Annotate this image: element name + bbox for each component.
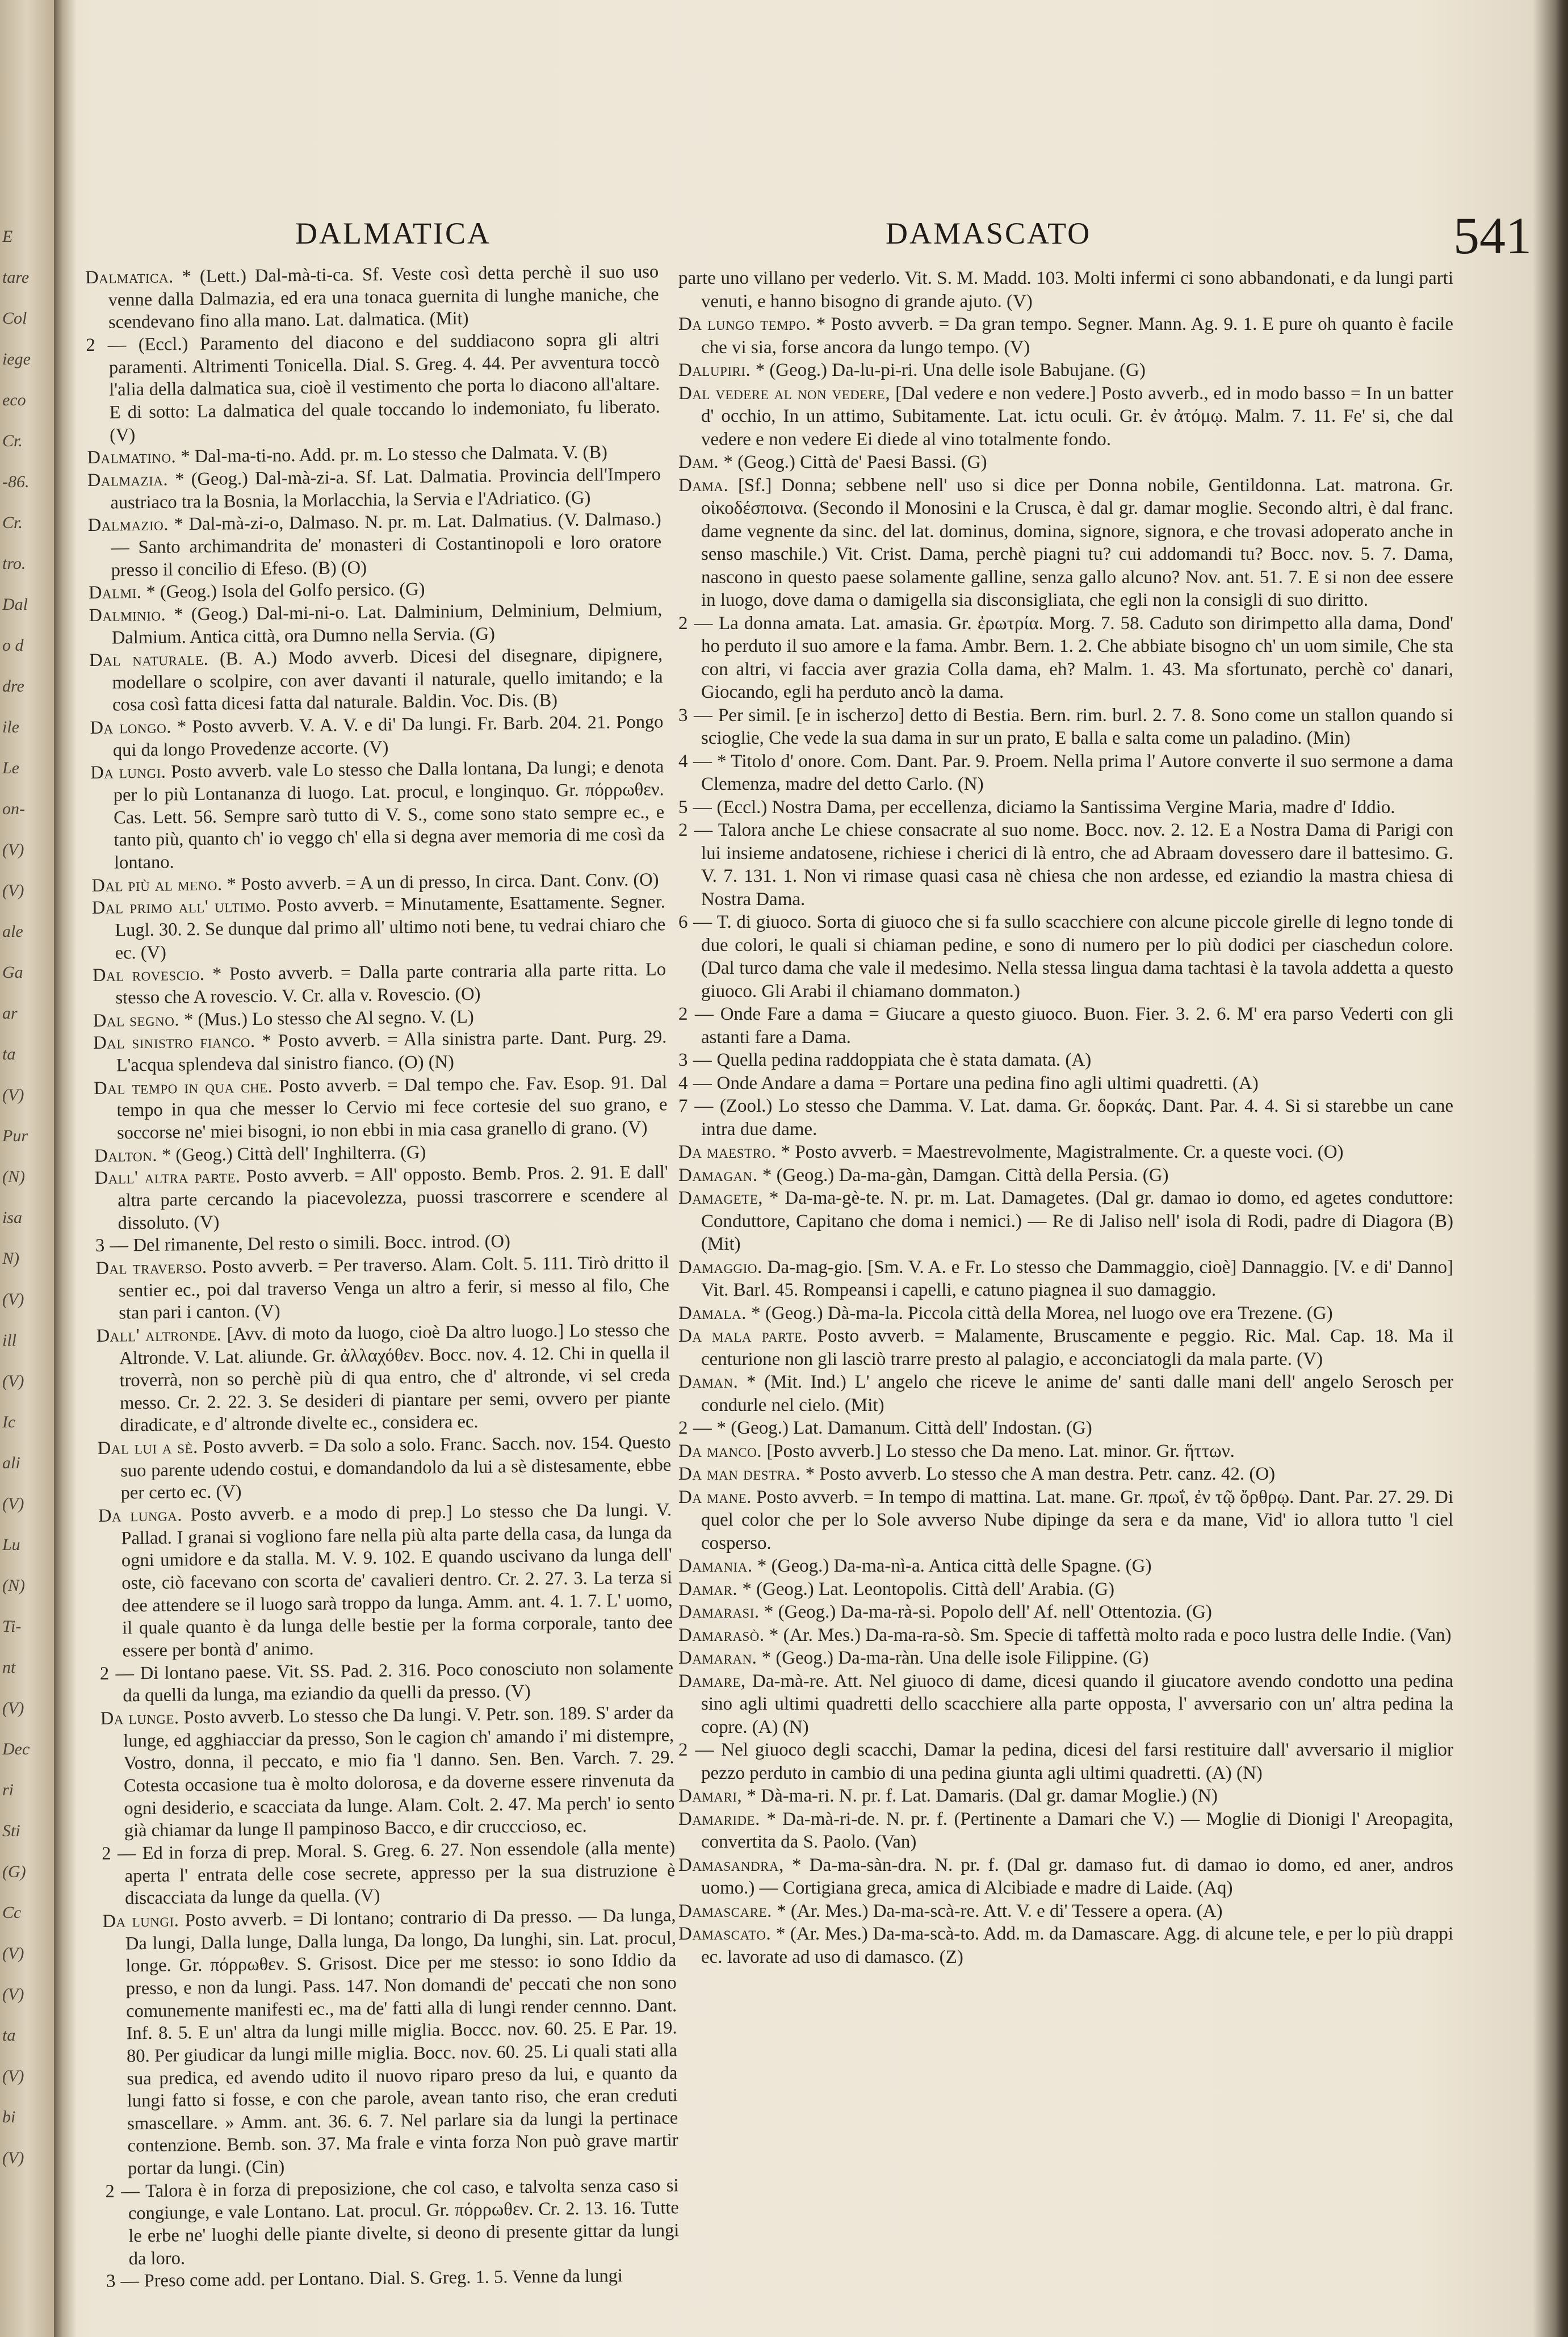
margin-fragment: bi [2, 2108, 16, 2126]
page-edge-shadow [1556, 0, 1568, 2337]
margin-fragment: Cr. [2, 432, 23, 450]
margin-fragment: (G) [2, 1862, 26, 1881]
dictionary-entry [85, 261, 659, 334]
dictionary-entry [678, 704, 1453, 750]
entry-headword: Damasandra, [678, 1854, 784, 1875]
entry-headword: 7 — [678, 1096, 714, 1116]
margin-fragment: Cc [2, 1903, 22, 1922]
margin-fragment: Ic [2, 1413, 16, 1431]
entry-text: La donna amata. Lat. amasia. Gr. ἐρωτρία. Morg. 7. 58. Caduto son dirimpetto alla dama, Dond' ho perduto il suo amore e la fama. Ambr. Bern. 1. 2. Che abbiate bisogno ch' un uom simile, Che sta con altri, vi faccia aver grazia Colla dama, eh? Malm. 1. 43. Ma sfortunato, perchè co' danari, Giocando, egli ha perduto ancò la dama. [701, 613, 1453, 702]
left-column [85, 261, 680, 2293]
running-header [0, 204, 1568, 265]
entry-text: * Dal-mà-zi-o, Dalmaso. N. pr. m. Lat. Dalmatius. (V. Dalmaso.) — Santo archimandrita de' monasteri di Costantinopoli e loro oratore presso il concilio di Efeso. (B) (O) [110, 509, 662, 581]
entry-headword: Damaride. [678, 1808, 760, 1829]
dictionary-entry [678, 267, 1453, 313]
margin-fragment: N) [2, 1249, 19, 1268]
entry-text: Posto avverb. = Malamente, Bruscamente e peggio. Ric. Mal. Cap. 18. Ma il centurione non gli lasciò trarre presto al palagio, e acconciatogli da mala parte. (V) [701, 1326, 1454, 1369]
dictionary-entry [678, 382, 1453, 451]
dictionary-entry [678, 1256, 1453, 1302]
dictionary-entry [92, 891, 666, 965]
entry-headword: Da lunga. [98, 1505, 183, 1526]
entry-headword: Damascare. [678, 1900, 772, 1921]
dictionary-entry [678, 1302, 1453, 1325]
entry-text: * Posto avverb. = Alla sinistra parte. Dant. Purg. 29. L'acqua splendeva dal sinistro fianco. (O) (N) [116, 1027, 667, 1076]
entry-headword: Damala. [678, 1302, 747, 1324]
entry-headword: Dalmatica. [85, 266, 174, 288]
entry-text: Talora anche Le chiese consacrate al suo nome. Bocc. nov. 2. 12. E a Nostra Dama di Parigi con lui insieme andatosene, richiese i cherici di là entro, che ad Abraam dovessero dare il battesimo. G. V. 7. 131. 1. Non vi rimase quasi casa nè chiesa che non ardesse, ed eziandio la mastra chiesa di Nostra Dama. [701, 820, 1454, 910]
dictionary-entry [89, 644, 663, 718]
margin-fragment: Sti [2, 1821, 20, 1840]
entry-headword: Da lungi. [102, 1910, 179, 1932]
entry-headword: Dal lui a sè. [97, 1437, 198, 1459]
dictionary-entry [94, 1071, 668, 1145]
entry-text: Posto avverb. = Da solo a solo. Franc. Sacch. nov. 154. Questo suo parente udendo costui, e domandandolo da lui a sè distesamente, ebbe per certo ec. (V) [120, 1432, 672, 1503]
dictionary-entry [98, 1499, 673, 1662]
entry-text: * Dal-ma-ti-no. Add. pr. m. Lo stesso che Dalmata. V. (B) [181, 442, 608, 467]
dictionary-entry [678, 474, 1453, 612]
dictionary-entry [678, 1739, 1453, 1785]
dictionary-entry [90, 711, 664, 763]
dictionary-entry [678, 1647, 1453, 1670]
entry-text: * Posto avverb. = Maestrevolmente, Magistralmente. Cr. a queste voci. (O) [781, 1142, 1344, 1162]
dictionary-entry [93, 1027, 667, 1078]
margin-fragment: (V) [2, 840, 24, 859]
margin-fragment: ile [2, 718, 19, 736]
entry-headword: Dam. [678, 452, 719, 472]
entry-headword: Da manco. [678, 1440, 762, 1461]
entry-headword: Damarasi. [678, 1602, 760, 1622]
entry-text: * (Geog.) Da-ma-nì-a. Antica città delle Spagne. (G) [757, 1556, 1152, 1576]
dictionary-entry [89, 598, 663, 650]
entry-text: Posto avverb. = Per traverso. Alam. Colt. 5. 111. Tirò dritto il sentier ec., poi dal traverso Venga un altro a ferir, si messo al filo, Che stan pari i canton. (V) [118, 1252, 670, 1324]
dictionary-entry [100, 1657, 674, 1708]
entry-headword: Da mane. [678, 1486, 752, 1507]
dictionary-entry [88, 509, 662, 583]
dictionary-entry [678, 1141, 1453, 1164]
dictionary-entry [98, 1431, 672, 1505]
entry-headword: 4 — [678, 751, 712, 772]
header-left-word: DALMATICA [295, 216, 491, 250]
margin-fragment: eco [2, 391, 26, 409]
dictionary-entry [678, 1164, 1453, 1187]
entry-text: * (Lett.) Dal-mà-ti-ca. Sf. Veste così detta perchè il suo uso venne dalla Dalmazia, ed era una tonaca guernita di lunghe maniche, che scendevano fino alla mano. Lat. dalmatica. (Mit) [108, 261, 659, 333]
page-number: 541 [1453, 207, 1532, 265]
entry-text: Onde Andare a dama = Portare una pedina fino agli ultimi quadretti. (A) [716, 1073, 1259, 1094]
margin-fragment: dre [2, 677, 24, 696]
entry-text: * (Geog.) Dà-ma-la. Piccola città della Morea, nel luogo ove era Trezene. (G) [751, 1302, 1333, 1324]
margin-fragment: Cr. [2, 513, 23, 532]
entry-text: * Posto avverb. = A un di presso, In circa. Dant. Conv. (O) [227, 869, 659, 895]
entry-headword: 2 — [99, 1662, 135, 1684]
entry-headword: 2 — [678, 1004, 714, 1024]
entry-text: * (Ar. Mes.) Da-ma-scà-re. Att. V. e di' Tessere a opera. (A) [777, 1900, 1223, 1921]
entry-text: * (Geog.) Lat. Leontopolis. Città dell' Arabia. (G) [742, 1578, 1115, 1599]
margin-fragment: (V) [2, 881, 24, 900]
entry-headword: Da maestro. [678, 1142, 777, 1162]
margin-fragment: ta [2, 2026, 16, 2045]
entry-headword: Damaggio. [678, 1257, 762, 1278]
margin-fragment: E [2, 227, 13, 246]
entry-text: (B. A.) Modo avverb. Dicesi del disegnare, dipignere, modellare o scolpire, con aver davanti il naturale, quello imitando; e la cosa così fatta dicesi fatta dal naturale. Baldin. Voc. Dis. (B) [112, 644, 663, 716]
entry-headword: Dal tempo in qua che. [93, 1076, 273, 1099]
entry-headword: 3 — [678, 1050, 712, 1070]
entry-text: * Posto avverb. Lo stesso che A man destra. Petr. canz. 42. (O) [805, 1464, 1276, 1484]
dictionary-entry [95, 1251, 669, 1325]
dictionary-entry [678, 1785, 1453, 1808]
entry-text: * (Mit. Ind.) L' angelo che riceve le anime de' santi dalle mani dell' angelo Serosch per condurle nel cielo. (Mit) [701, 1372, 1454, 1415]
dictionary-entry [678, 1049, 1453, 1072]
margin-fragment: ar [2, 1004, 18, 1023]
dictionary-entry [100, 1702, 675, 1843]
margin-fragment: (V) [2, 1372, 24, 1391]
entry-text: Posto avverb. = Dal tempo che. Fav. Esop. 91. Dal tempo in qua che messer lo Cervio mi fece cortesie del suo grano, e soccorse ne' miei bisogni, io non ebbi in mia casa granello di grano. (V) [116, 1071, 668, 1144]
entry-text: (Eccl.) Paramento del diacono e del suddiacono sopra gli altri paramenti. Altrimenti Tonicella. Dial. S. Greg. 4. 44. Per avventura toccò l'alia della dalmatica sua, cioè il vestimento che porta lo diacono all'altare. E di sotto: La dalmatica del quale toccando lo indemoniato, fu liberato. (V) [108, 329, 660, 446]
entry-headword: 3 — [95, 1235, 129, 1257]
dictionary-entry [678, 1325, 1453, 1371]
dictionary-entry [678, 612, 1453, 704]
entry-text: (Eccl.) Nostra Dama, per eccellenza, diciamo la Santissima Vergine Maria, madre d' Iddio. [716, 797, 1395, 818]
margin-fragment: (V) [2, 1290, 24, 1309]
book-gutter [54, 0, 77, 2337]
entry-text: * (Geog.) Da-ma-ràn. Una delle isole Filippine. (G) [761, 1648, 1149, 1668]
dictionary-entry [678, 359, 1453, 382]
dictionary-entry [105, 2175, 680, 2271]
margin-fragment: (V) [2, 1494, 24, 1513]
dictionary-entry [678, 1486, 1453, 1555]
margin-fragment: ale [2, 922, 23, 941]
dictionary-entry [678, 1371, 1453, 1417]
entry-headword: Dal traverso. [95, 1257, 207, 1279]
margin-fragment: Lu [2, 1535, 20, 1554]
entry-text: Posto avverb. = All' opposto. Bemb. Pros. 2. 91. E dall' altra parte cercando la piacevolezza, puossi trascorrere e scendere al dissoluto. (V) [118, 1162, 669, 1234]
margin-fragment: tro. [2, 554, 26, 573]
dictionary-entry [678, 313, 1453, 359]
entry-text: Quella pedina raddoppiata che è stata damata. (A) [716, 1050, 1092, 1070]
margin-fragment: isa [2, 1208, 23, 1227]
entry-text: Per simil. [e in ischerzo] detto di Bestia. Bern. rim. burl. 2. 7. 8. Sono come un stallon quando si scioglie, Che vede la sua dama in sur un prato, E balla e salta come un paladino. (Min) [701, 705, 1454, 748]
entry-text: [Avv. di moto da luogo, cioè Da altro luogo.] Lo stesso che Altronde. V. Lat. aliunde. Gr. ἀλλαχόθεν. Bocc. nov. 4. 12. Chi in quella il troverrà, non so perchè più di qua entro, che d' altronde, vi sel creda messo. Cr. 2. 22. 3. Se desideri di piantare per semi, ovvero per piante diradicate, e d' altronde divelte ec., considera ec. [119, 1320, 671, 1436]
margin-fragment: -86. [2, 472, 30, 491]
entry-text: * (Geog.) Isola del Golfo persico. (G) [146, 579, 425, 603]
dictionary-entry [678, 1923, 1453, 1969]
dictionary-entry [678, 1003, 1453, 1049]
dictionary-entry [678, 796, 1453, 819]
margin-fragment: iege [2, 350, 31, 368]
margin-fragment: o d [2, 636, 24, 655]
entry-headword: Dalmazia. [87, 469, 169, 491]
dictionary-entry [93, 959, 666, 1010]
entry-headword: Dalmazio. [87, 514, 169, 536]
dictionary-entry [678, 819, 1453, 911]
margin-fragment: (N) [2, 1576, 25, 1595]
margin-fragment: (V) [2, 1699, 24, 1718]
entry-text: * (Geog.) Da-ma-rà-si. Popolo dell' Af. nell' Ottentozia. (G) [764, 1602, 1212, 1622]
dictionary-entry [678, 1670, 1453, 1739]
margin-fragment: (V) [2, 1985, 24, 2004]
entry-text: Nel giuoco degli scacchi, Damar la pedina, dicesi del farsi restituire dall' avversario il miglior pezzo perduto in cambio di una pedina giunta agli ultimi quadretti. (A) (N) [701, 1740, 1454, 1783]
dictionary-entry [86, 328, 660, 447]
entry-text: * Dà-ma-ri. N. pr. f. Lat. Damaris. (Dal gr. damar Moglie.) (N) [747, 1786, 1218, 1806]
entry-headword: 2 — [678, 1740, 715, 1760]
dictionary-entry [678, 911, 1453, 1003]
entry-headword: 3 — [678, 705, 713, 726]
dictionary-entry [678, 1900, 1453, 1923]
entry-headword: Damascato. [678, 1924, 772, 1944]
entry-text: Di lontano paese. Vit. SS. Pad. 2. 316. Poco conosciuto non solamente da quelli da lunga, ma eziandio da quelli da presso. (V) [123, 1657, 674, 1706]
margin-fragment: ali [2, 1454, 20, 1472]
entry-headword: 2 — [105, 2180, 140, 2202]
entry-text: Posto avverb. = In tempo di mattina. Lat. mane. Gr. πρωΐ, ἐν τῷ ὄρθρῳ. Dant. Par. 27. 29. Di quel color che per lo Sole avverso Nube dipinge da sera e da mane, Vid' io allora tutto 'l ciel cosperso. [701, 1486, 1453, 1553]
dictionary-entry [678, 1854, 1453, 1900]
dictionary-entry [678, 1808, 1453, 1854]
entry-text: * (Geog.) Da-lu-pi-ri. Una delle isole Babujane. (G) [755, 360, 1146, 380]
entry-headword: Damare, [678, 1670, 746, 1691]
margin-fragment: (V) [2, 2148, 24, 2167]
entry-headword: Dalton. [94, 1145, 158, 1166]
dictionary-entry [678, 1555, 1453, 1578]
entry-headword: 3 — [106, 2271, 140, 2292]
entry-headword: Dal sinistro fianco. [93, 1031, 255, 1054]
entry-text: Posto avverb. e a modo di prep.] Lo stesso che Da lungi. V. Pallad. I granai si vogliono fare nella più alta parte della casa, da lunga da ogni umidore e da stalla. M. V. 9. 102. E quando uscivano da lunga dell' oste, ciò facevano con scorta de' cavalieri dentro. Cr. 2. 27. 3. La terza si dee attendere se il luogo sarà troppo da lunga. Amm. ant. 4. 1. 7. L' uomo, il quale quanto è da lunga delle bestie per la forma corporale, tanto dee essere per bontà d' animo. [121, 1500, 673, 1661]
entry-text: Posto avverb. Lo stesso che Da lungi. V. Petr. son. 189. S' arder da lunge, ed agghiacciar da presso, Son le cagion ch' amando i' mi distempre, Vostro, donna, il peccato, e mio fia 'l danno. Sen. Ben. Varch. 7. 29. Cotesta occasione tua è molto dolorosa, e da doverne essere rinvenuta da ogni desiderio, e scacciata da lunge. Alam. Colt. 2. 47. Ma perch' io sento già chiamar da lunge Il pampinoso Bacco, e dir crucccioso, ec. [123, 1702, 675, 1841]
entry-text: Talora è in forza di preposizione, che col caso, e talvolta senza caso si congiunge, e vale Lontano. Lat. procul. Gr. πόρρωθεν. Cr. 2. 13. 16. Tutte le erbe ne' luoghi delle piante divelte, si deono di presente gittar da lungi da loro. [128, 2175, 680, 2269]
entry-text: * (Ar. Mes.) Da-ma-scà-to. Add. m. da Damascare. Agg. di alcune tele, e per lo più drappi ec. lavorate ad uso di damasco. (Z) [701, 1924, 1453, 1967]
dictionary-entry [678, 1072, 1453, 1095]
entry-text: Posto avverb. = Di lontano; contrario di Da presso. — Da lunga, Da lungi, Dalla lunge, Dalla lunga, Da longo, Da lunghi, sin. Lat. procul, longe. Gr. πόρρωθεν. S. Grisost. Dice per me stesso: io sono Iddio da presso, e non da lungi. Pass. 147. Non domandi de' peccati che non sono comunemente manifesti ec., ma de' fatti alla di lungi render cennno. Dant. Inf. 8. 5. E un' altra da lungi mille miglia. Boccc. nov. 60. 25. E Par. 19. 80. Per giudicar da lungi mille miglia. Bocc. nov. 60. 25. Li quali stati alla sua predica, ed avendo udito il nuovo riparo preso da lui, e quanto da lungi fatto si fosse, e con che parole, avean tanto riso, che eran creduti smascellare. » Amm. ant. 36. 6. 7. Nel parlare sia da lungi la pertinace contenzione. Bemb. son. 37. Ma frale e vinta forza Non può grave martir portar da lungi. (Cin) [125, 1905, 678, 2179]
dictionary-entry [95, 1162, 669, 1235]
entry-headword: 2 — [86, 334, 127, 355]
facing-page-edge [0, 0, 55, 2337]
margin-fragment: Dal [2, 595, 28, 614]
entry-headword: 5 — [678, 797, 712, 818]
dictionary-entry [678, 1417, 1453, 1440]
dictionary-entry [102, 1837, 676, 1911]
entry-text: * (Geog.) Da-ma-gàn, Damgan. Città della Persia. (G) [762, 1165, 1169, 1186]
header-center-word: DAMASCATO [886, 216, 1092, 250]
dictionary-entry [97, 1319, 671, 1438]
entry-headword: Dalminio. [89, 604, 166, 626]
entry-headword: Da mala parte. [678, 1326, 808, 1346]
margin-fragment: Col [2, 309, 27, 328]
entry-headword: Damagete, [678, 1188, 764, 1208]
entry-text: [Dal vedere e non vedere.] Posto avverb., ed in modo basso = In un batter d' occhio, In un attimo, Subitamente. Lat. ictu oculi. Gr. ἐν ἀτόμῳ. Malm. 7. 11. Fe' si, che dal vedere e non vedere Ei diede al vino totalmente fondo. [701, 383, 1454, 450]
entry-headword: Da longo. [90, 717, 172, 739]
margin-fragment: (V) [2, 1086, 24, 1104]
entry-headword: Damania. [678, 1556, 753, 1576]
entry-text: * (Geog.) Dal-mi-ni-o. Lat. Dalminium, Delminium, Delmium, Dalmium. Antica città, ora Dumno nella Servia. (G) [111, 599, 663, 648]
entry-headword: Dall' altra parte. [94, 1166, 241, 1189]
entry-text: * (Mus.) Lo stesso che Al segno. V. (L) [183, 1006, 474, 1030]
entry-headword: Dal più al meno. [91, 874, 223, 896]
entry-text: Da-mà-re. Att. Nel giuoco di dame, dicesi quando il giucatore avendo condotto una pedina sino agli ultimi quadretti dello scacchiere alla parte opposta, l' avversario con un' altra pedina la copre. (A) (N) [701, 1670, 1454, 1737]
margin-fragment: tare [2, 268, 30, 287]
entry-text: * Da-ma-gè-te. N. pr. m. Lat. Damagetes. (Dal gr. damao io domo, ed agetes conduttore: Conduttore, Capitano che doma i nemici.) — Re di Jaliso nell' isola di Rodi, padre di Diagora (B)(Mit) [701, 1188, 1453, 1254]
dictionary-entry [678, 1095, 1453, 1141]
entry-headword: 2 — [678, 613, 713, 634]
entry-headword: Dalupiri. [678, 360, 751, 380]
entry-text: * (Geog.) Città de' Paesi Bassi. (G) [723, 452, 987, 472]
margin-fragment: (N) [2, 1167, 25, 1186]
entry-text: Posto avverb. vale Lo stesso che Dalla lontana, Da lungi; e denota per lo più Lontananza di luogo. Lat. procul, e longinquo. Gr. πόρρωθεν. Cas. Lett. 56. Sempre sarò tutto di V. S., come sono stato sempre ec., e tanto più, quanto ch' io veggo ch' ella si degna aver memoria di me così da lontano. [113, 756, 665, 873]
entry-text: Da-mag-gio. [Sm. V. A. e Fr. Lo stesso che Dammaggio, cioè] Dannaggio. [V. e di' Danno] Vit. Barl. 45. Rompeansi i capelli, e catuno piagnea il suo damaggio. [701, 1257, 1453, 1300]
entry-headword: Dal naturale. [89, 648, 209, 671]
entry-text: * Posto avverb. = Dalla parte contraria alla parte ritta. Lo stesso che A rovescio. V. Cr. alla v. Rovescio. (O) [115, 959, 666, 1008]
entry-headword: Da lungo tempo. [678, 314, 811, 334]
entry-text: * Da-mà-ri-de. N. pr. f. (Pertinente a Damari che V.) — Moglie di Dionigi l' Areopagita, convertita da S. Paolo. (Van) [701, 1808, 1454, 1852]
entry-text: * Da-ma-sàn-dra. N. pr. f. (Dal gr. damaso fut. di damao io domo, ed aner, andros uomo.) — Cortigiana greca, amica di Alcibiade e madre di Laide. (Aq) [701, 1854, 1453, 1898]
entry-text: [Posto avverb.] Lo stesso che Da meno. Lat. minor. Gr. ἥττων. [766, 1440, 1235, 1461]
entry-headword: Dal rovescio. [92, 964, 205, 986]
margin-fragment: Pur [2, 1126, 28, 1145]
entry-headword: Dalmi. [88, 582, 142, 604]
dictionary-entry [87, 463, 661, 514]
dictionary-entry [102, 1904, 678, 2180]
margin-fragment: ri [2, 1781, 14, 1799]
dictionary-entry [678, 1601, 1453, 1624]
entry-headword: Damarasò. [678, 1624, 765, 1645]
entry-headword: Damaran. [678, 1648, 757, 1668]
entry-text: Del rimanente, Del resto o simili. Bocc. introd. (O) [133, 1231, 511, 1256]
entry-headword: Dama. [678, 475, 729, 496]
margin-fragment: nt [2, 1658, 16, 1677]
entry-headword: Damari, [678, 1786, 743, 1806]
entry-text: Ed in forza di prep. Moral. S. Greg. 6. 27. Non essendole (alla mente) aperta l' entrata delle cose secrete, appresso per la sua distruzione è discacciata da lunge da quella. (V) [124, 1837, 676, 1909]
entry-headword: Dalmatino. [87, 446, 177, 468]
dictionary-entry [678, 1187, 1453, 1256]
entry-headword: 6 — [678, 912, 712, 932]
entry-text: (Zool.) Lo stesso che Damma. V. Lat. dama. Gr. δορκάς. Dant. Par. 4. 4. Si si starebbe un cane intra due dame. [701, 1096, 1454, 1140]
entry-headword: 2 — [678, 820, 713, 840]
margin-fragment: (V) [2, 2067, 24, 2085]
entry-headword: Da lungi. [90, 761, 166, 784]
entry-headword: Dal segno. [93, 1009, 180, 1031]
entry-text: parte uno villano per vederlo. Vit. S. M. Madd. 103. Molti infermi ci sono abbandonati, e da lungi parti venuti, e hanno bisogno di grande ajuto. (V) [678, 268, 1453, 312]
dictionary-entry [678, 1624, 1453, 1647]
margin-fragment: Dec [2, 1740, 30, 1758]
entry-text: * Posto avverb. V. A. V. e di' Da lungi. Fr. Barb. 204. 21. Pongo qui da longo Provedenze accorte. (V) [112, 711, 664, 761]
entry-text: * (Geog.) Città dell' Inghilterra. (G) [161, 1142, 426, 1166]
entry-headword: Dal vedere al non vedere, [678, 383, 891, 404]
entry-headword: Daman. [678, 1372, 739, 1392]
margin-fragment: on- [2, 799, 25, 818]
entry-text: * (Ar. Mes.) Da-ma-ra-sò. Sm. Specie di taffettà molto rada e poco lustra delle Indie. (Van) [769, 1624, 1452, 1645]
entry-text: Posto avverb. = Minutamente, Esattamente. Segner. Lugl. 30. 2. Se dunque dal primo all' ultimo noti bene, tu vedrai chiaro che ec. (V) [115, 891, 666, 964]
margin-fragment: (V) [2, 1944, 24, 1963]
entry-headword: Da man destra. [678, 1464, 801, 1484]
margin-fragment: Le [2, 759, 19, 777]
dictionary-entry [678, 1463, 1453, 1486]
entry-headword: Dall' altronde. [96, 1324, 222, 1346]
entry-text: [Sf.] Donna; sebbene nell' uso si dice per Donna nobile, Gentildonna. Lat. matrona. Gr. οἰκοδέσποινα. (Secondo il Monosini e la Crusca, è dal gr. damar moglie. Secondo altri, è dal franc. dame vegnente da sinc. del lat. dominus, domina, signore, signora, e che trovasi adoperato anche in senso maschile.) Vit. Crist. Dama, perchè piagni tu? cui addomandi tu? Bocc. nov. 5. 7. Dama, nascono in questo paese solamente galline, senza gallo alcuno? Nov. ant. 51. 7. E si non dee essere in luogo, dove dama o damigella sia disconsigliata, che egli non la consigli di suo diritto. [701, 475, 1453, 610]
margin-fragment: ta [2, 1045, 16, 1063]
margin-fragment: ill [2, 1331, 17, 1350]
entry-text: Preso come add. per Lontano. Dial. S. Greg. 1. 5. Venne da lungi [144, 2265, 623, 2292]
entry-text: Onde Fare a dama = Giucare a questo giuoco. Buon. Fier. 3. 2. 6. M' era parso Vederti con gli astanti fare a Dama. [701, 1004, 1454, 1048]
dictionary-entry [678, 1578, 1453, 1601]
dictionary-entry [678, 451, 1453, 474]
entry-text: * Posto avverb. = Da gran tempo. Segner. Mann. Ag. 9. 1. E pure oh quanto è facile che vi sia, forse ancora da lungo tempo. (V) [701, 314, 1454, 358]
dictionary-entry [90, 756, 665, 875]
entry-headword: 2 — [102, 1843, 137, 1864]
entry-text: * (Geog.) Dal-mà-zi-a. Sf. Lat. Dalmatia. Provincia dell'Impero austriaco tra la Bosnia, la Morlacchia, la Servia e l'Adriatico. (G) [110, 464, 661, 513]
entry-text: T. di giuoco. Sorta di giuoco che si fa sullo scacchiere con alcune piccole girelle di legno tonde di due colori, le quali si chiaman pedine, e sono di numero per lo più dodici per ciaschedun colore. (Dal turco dama che vale il medesimo. Nella stessa lingua dama tachtasi è la tavola addetta a questo giuoco. Gli Arabi il chiamano dommaton.) [701, 912, 1453, 1002]
entry-headword: Dal primo all' ultimo. [91, 896, 271, 919]
entry-headword: Damagan. [678, 1165, 758, 1186]
dictionary-entry [678, 1440, 1453, 1463]
entry-headword: Damar. [678, 1578, 738, 1599]
right-column [678, 267, 1453, 1969]
entry-headword: 2 — [678, 1418, 712, 1438]
dictionary-entry [678, 750, 1453, 796]
margin-fragment: Ga [2, 963, 23, 982]
entry-text: * Titolo d' onore. Com. Dant. Par. 9. Proem. Nella prima l' Autore converte il suo sermone a dama Clemenza, madre del detto Carlo. (N) [701, 751, 1454, 794]
entry-headword: Da lunge. [100, 1707, 179, 1729]
entry-headword: 4 — [678, 1073, 712, 1094]
entry-text: * (Geog.) Lat. Damanum. Città dell' Indostan. (G) [716, 1418, 1092, 1438]
margin-fragment: Ti- [2, 1617, 22, 1636]
